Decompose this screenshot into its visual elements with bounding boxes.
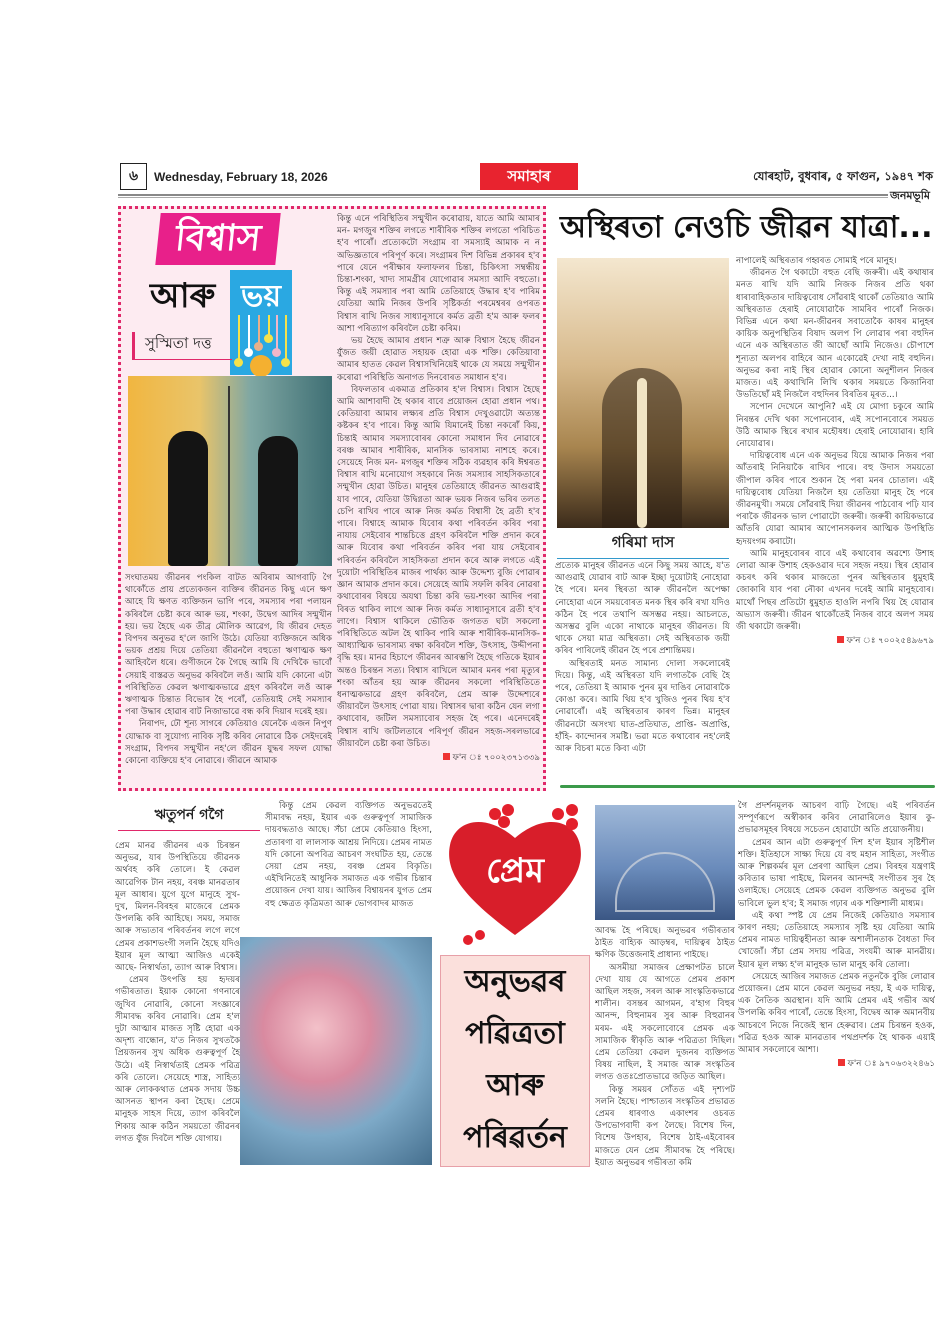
heart-graphic [440,800,590,945]
article1-title-word3: ভয় [240,279,282,314]
paragraph: আমি মানুহবোৰৰ বাবে এই কথাবোৰ অৱশ্যে উশাহ লোৱা আৰু উশাহ হেকওৱাৰ দৰে সহজ নহয়। স্থিৰ হোৱাৰ কচৰৎ কৰি থকাৰ মাজতো পুনৰ অস্থিৰতাৰ ধুমুহাই জোকাৰি যাব পৰা নৌকা এখনৰ দৰেই আমি মানুহবোৰ। মাথোঁ পিছৰ প্ৰতিটো ধুমুহাত হাওলি নপৰি থিয় হৈ যোৱাৰ অভ্যাস জৰুৰী। জীৱন থাকোঁতেই নিজৰ বাবে অলপ সময় জী থকাটো জৰুৰী। [736,548,934,633]
paragraph: আবদ্ধ হৈ পৰিছে। অনুভৱৰ গভীৰতাৰ ঠাইত বাহ্যিক আড়ম্বৰ, দায়িত্বৰ ঠাইত ক্ষণিক উত্তেজনাই প্ৰাধান্য পাইছে। [595,926,735,961]
paragraph: সংঘাতময় জীৱনৰ পংকিল বাটত অবিৰাম আগবাঢ়ি গৈ থাকোঁতে প্ৰায় প্ৰত্যেকজন ব্যক্তিৰ জীৱনত কিছু এনে ক্ষণ আহে যি ক্ষণত ব্যক্তিজন ভাগি পৰে, সমস্যাৰ পৰা পলায়ন কৰিবলৈ চেষ্টা কৰে আৰু ভয়, শংকা, উদ্বেগ আদিৰ সন্মুখীন হয়। ভয় হৈছে এক তীব্ৰ মৌলিক আৱেগ, যি জীৱৰ দেহত বিপদৰ অনুভৱ হ'লে জাগি উঠে। যেতিয়া ব্যক্তিজনে অধিক ভয়ক প্ৰশ্ৰয় দিয়ে তেতিয়া জীৱনলৈ বহুতো ঋণাত্মক ক্ষণ আহিবলৈ ধৰে। গুণীজনে কৈ গৈছে আমি যি দেখিকৈ ভাবোঁ সেয়াই বাস্তৱত অনুভৱ কৰিবলৈ লওঁ। আমি যদি কোনো এটা পৰিস্থিতিত কেৱল ঋণাত্মকভাৱে গ্ৰহণ কৰিবলৈ লওঁ আৰু ঋণাত্মক চিন্তাত বিভোৰ হৈ পৰোঁ, তেতিয়াই সেই সমস্যাৰ পৰা উদ্ধাৰ হোৱাৰ বাট নিজাভাৱে বন্ধ কৰি দিয়াৰ দৰেই হয়। [125,573,332,718]
article3-phone [738,1058,935,1070]
article2-phone [736,635,934,647]
paragraph: জীৱনত গৈ থকাটো বহুত বেছি জৰুৰী। এই কথাষাৰ মনত ৰাখি যদি আমি নিজক নিজৰ প্ৰতি থকা ধাৰাবাহিকতাৰ দায়িত্ববোধ সোঁৱৰাই থাকোঁ তেতিয়াও আমি অস্থিৰতাত হেৰাই নোযোৱাকৈ সামৰিব পাৰোঁ নিজক। বিভিন্ন এনে কথা মন-জীৱনৰ সবাতোকৈ কাষৰ মানুহৰ কায়িক অনুপস্থিতিৰ বিষাদ অলপ পি লোৱাৰ পৰা বহুদিন এনে এক অস্থিৰতাত জী আছোঁ আমি নিজেও। চৌপাশে শূন্যতা অলপৰ বাহিৰে আন একোৱেই দেখা নাই বহুদিন। অনুভৱ কৰা নাই স্থিৰ হোৱাৰ কোনো অনুশীলন নিজৰ মাজত। এই কথাখিনি লিখি থকাৰ সময়তে কিজানিবা উভতিছোঁ মই নিজলৈ বহুদিনৰ বিৰতিৰ মূৰত...। [736,268,934,401]
article1-author: সুস্মিতা দত্ত [132,332,232,360]
paragraph: কিন্তু সময়ৰ সোঁতত এই দৃশ্যপট সলনি হৈছে। পাশ্চাত্যৰ সংস্কৃতিৰ প্ৰভাৱত প্ৰেমৰ ধাৰণাও একাংশৰ ওচৰত উপভোগবাদী কপ লৈছে। বিশেষ দিন, বিশেষ উপহাৰ, বিশেষ ঠাই-এইবোৰৰ মাজতে যেন প্ৰেম সীমাবদ্ধ হৈ পৰিছে। ইয়াত অনুভৱৰ গভীৰতা কমি [595,1084,735,1167]
section-label: সমাহাৰ [480,163,578,190]
paragraph: প্ৰেম মানৱ জীৱনৰ এক চিৰন্তন অনুভৱ, যাৰ উপস্থিতিয়ে জীৱনক অৰ্থবহ কৰি তোলে। ই কেৱল আৱেগিক টান নহয়, বৰঞ্চ মানৱতাৰ মূল আধাৰ। যুগে যুগে মানুহে সুখ-দুখ, মিলন-বিৰহৰ মাজেৰে প্ৰেমক উপলব্ধি কৰি আহিছে। সময়, সমাজ আৰু সভ্যতাৰ পৰিবৰ্তনৰ লগে লগে প্ৰেমৰ প্ৰকাশভংগী সলনি হৈছে যদিও ইয়াৰ মূল আত্মা আজিও একেই আছে- নিস্বাৰ্থতা, ত্যাগ আৰু বিশ্বাস। [115,841,240,974]
article1-column2 [337,213,540,783]
article2-column2 [736,255,934,783]
article1-column1 [125,572,332,782]
article3-column4 [738,800,935,1168]
woman-silhouette-road-image [557,258,729,528]
article2-title: অস্থিৰতা নেওচি জীৱন যাত্ৰা... [560,210,933,245]
paragraph: সেয়েহে আজিৰ সমাজত প্ৰেমক নতুনকৈ বুজি লোৱাৰ প্ৰয়োজন। প্ৰেম মানে কেৱল অনুভৱ নহয়, ই এক দায়িত্ব, এক নৈতিক অৱস্থান। যদি আমি প্ৰেমৰ এই গভীৰ অৰ্থ উপলব্ধি কৰিব পাৰোঁ, তেন্তে হিংসা, বিদ্বেষ আৰু অমানবীয় আচৰণে নিজে নিজেই স্থান হেৰুৱাব। প্ৰেম চিৰন্তন হওক, পৱিত্ৰ হওক আৰু মানৱতাৰ পথপ্ৰদৰ্শক হৈ থাকক এয়াই আমাৰ সকলোৰে আশা। [738,971,935,1056]
place-date: যোৰহাট, বুধবাৰ, ৫ ফাগুন, ১৯৪৭ শক [753,169,933,183]
phone-number: ফ'ন ঃ ৭০০২৩৭১৩৩৯ [452,752,540,763]
paragraph: নিৰাপদ, ঢৌ শূন্য সাগৰে কেতিয়াও যেনেকৈ এজন নিপুণ যোদ্ধাক বা সুযোগ্য নাবিক সৃষ্টি কৰিব নোৱাৰে ঠিক সেইদৰেই সংগ্ৰাম, বিপদৰ সন্মুখীন নহ'লে জীৱন যুদ্ধৰ সফল যোদ্ধা কোনো ব্যক্তিয়ে হ'ব নোৱাৰে। জীৱনে আমাক [125,719,332,767]
newspaper-logo: জনমভূমি [890,189,930,202]
article3-column1 [115,840,240,1165]
article1-title-word1: বিশ্বাস [155,213,280,265]
issue-date: Wednesday, February 18, 2026 [154,170,328,184]
paragraph: ভয় হৈছে আমাৰ প্ৰধান শত্ৰু আৰু বিশ্বাস হৈছে জীৱন যুঁজত জয়ী হোৱাত সহায়ক হোৱা এক শক্তি। কেতিয়াবা আমাৰ হাতত কেৱল বিশ্বাসখিনিয়েই থাকে যে সময়ে সন্মুখীন কৰোৱা পৰিস্থিতি অনাগত দিনবোৰত সমাধান হ'ব। [337,336,540,383]
page-number: ৬ [120,163,147,190]
paragraph: কিন্তু প্ৰেম কেৱল ব্যক্তিগত অনুভৱতেই সীমাবদ্ধ নহয়, ইয়াৰ এক গুৰুত্বপূৰ্ণ সামাজিক দায়বদ্ধতাও আছে। সঁচা প্ৰেমে কেতিয়াও হিংসা, প্ৰতাৰণা বা লালসাক আশ্ৰয় নিদিয়ে। প্ৰেমৰ নামত যদি কোনো অপবিত্ৰ আচৰণ সংঘটিত হয়, তেন্তে সেয়া প্ৰেম নহয়, বৰঞ্চ প্ৰেমৰ বিকৃতি। এইখিনিতেই আধুনিক সমাজত এক গভীৰ চিন্তাৰ প্ৰয়োজন দেখা যায়। আজিৰ বিশ্বায়নৰ যুগত প্ৰেম বহু ক্ষেত্ৰত কৃত্ৰিমতা আৰু ভোগবাদৰ মাজত [265,801,432,909]
article3-column3 [595,925,735,1167]
article1-title-word3-box [230,270,292,375]
paragraph: কিন্তু এনে পৰিস্থিতিৰ সন্মুখীন কৰোৱায়, যাতে আমি আমাৰ মন- মগজুৰ শক্তিৰ লগতে শাৰীৰিক শক্তিৰ লগতো পৰিচিত হ'ব পাৰোঁ। প্ৰত্যেকটো সংগ্ৰাম বা সমস্যাই আমাক ন ন অভিজ্ঞতাৰে পৰিপূৰ্ণ কৰে। সংগ্ৰামৰ দিশ বিভিন্ন প্ৰকাৰৰ হ'ব পাৰে যেনে পৰীক্ষাৰ ফলাফলৰ চিন্তা, চিকিৎসা সম্বন্ধীয় চিন্তা-শংকা, খাদ্য সামগ্ৰীৰ যোগোৱাৰ সমস্যা আদি বহুতো। কিন্তু এই সমস্যাৰ পৰা আমি তেতিয়াহে উদ্ধাৰ হ'ব পাৰিম যেতিয়া আমি নিজৰ উপৰি সৃষ্টিকৰ্তা পৰমেশ্বৰৰ ওপৰত বিশ্বাস ৰাখি নিজৰ সাধ্যানুসাৰে কৰ্মত ব্ৰতী হ'ম আৰু ফলৰ আশা পৰিত্যাগ কৰিবলৈ চেষ্টা কৰিম। [337,214,540,334]
paragraph: গৈ প্ৰদৰ্শনমূলক আচৰণ বাঢ়ি গৈছে। এই পৰিবৰ্তন সম্পূৰ্ণৰূপে অস্বীকাৰ কৰিব নোৱাৰিলেও ইয়াৰ কু-প্ৰভাৱসমূহৰ বিষয়ে সচেতন হোৱাটো অতি প্ৰয়োজনীয়। [738,801,935,836]
embracing-sculpture-image [595,805,735,920]
article3-column2 [265,800,432,932]
article3-author: ঋতুপৰ্ন গগৈ [118,803,260,831]
article3-subtitle-box [440,955,590,1167]
paragraph: অস্থিৰতাই মনত সামান্য দোলা সকলোৰেই দিয়ে। কিন্তু, এই অস্থিৰতা যদি লগাতকৈ বেছি হৈ পৰে, তেতিয়া ই আমাক পুনৰ মুৰ দাঙিব নোৱাৰাকৈ কোঙা কৰে। আমি থিয় হ'ব খুজিও পুনৰ থিয় হ'ব নোৱাৰোঁ। এই অস্থিৰতাৰ কাৰণ ভিন্ন। মানুহৰ জীৱনটো অসংখ্য ঘাত-প্ৰতিঘাত, প্ৰাপ্তি- অপ্ৰাপ্তি, হাঁহি- কান্দোনৰ সমষ্টি। ভৱা মতে কথাবোৰ নহ'লেই আৰু বিচৰা মতে কিবা এটা [555,658,730,755]
article1-phone [337,752,540,764]
article2-column1 [555,560,730,782]
paragraph: এই কথা স্পষ্ট যে প্ৰেম নিজেই কেতিয়াও সমস্যাৰ কাৰণ নহয়; তেতিয়াহে সমস্যাৰ সৃষ্টি হয় যেতিয়া আমি প্ৰেমৰ নামত দায়িত্বহীনতা আৰু অশালীনতাক বৈধতা দিব খোজোঁ। সঁচা প্ৰেম সদায় পৱিত্ৰ, সংযমী আৰু মানৱীয়। ইয়াৰ মূল লক্ষ্য হ'ল মানুহক ভাল মানুহ কৰি তোলা। [738,910,935,970]
paragraph: সপোন দেখেনে আপুনি? এই যে মোগা চকুৰে আমি নিৰন্তৰ দেখি থকা সপোনবোৰ, এই সপোনবোৰে সময়ত উঠি আমাক স্থিৰে ৰখাৰ মহৌষধ। হেৰাই নোযোৱাৰ। হাৰি নোযোৱাৰ। [736,402,934,450]
paragraph: প্ৰেমৰ আন এটা গুৰুত্বপূৰ্ণ দিশ হ'ল ইয়াৰ সৃষ্টিশীল শক্তি। ইতিহাসে সাক্ষ্য দিয়ে যে বহু মহান সাহিত্য, সংগীত আৰু শিল্পকৰ্মৰ মূল প্ৰেৰণা আছিল প্ৰেম। বিৰহৰ যন্ত্ৰণাই কবিতাৰ ভাষা পাইছে, মিলনৰ আনন্দই সংগীতৰ সুৰ হৈ ওলাইছে। সেয়েহে প্ৰেমক কেৱল ব্যক্তিগত অনুভৱ বুলি ভাবিলে ভুল হ'ব; ই সমাজ গঢ়াৰ এক শক্তিশালী মাধ্যম। [738,837,935,909]
subtitle-line: আৰু [486,1068,544,1103]
header-rule [118,194,888,198]
paragraph: প্ৰেমৰ উৎপত্তি হয় হৃদয়ৰ গভীৰতাত। ইয়াক কোনো গণনাৰে জুখিব নোৱাৰি, কোনো সংজ্ঞাৰে সীমাবদ্ধ কৰিব নোৱাৰি। প্ৰেম হ'ল দুটা আত্মাৰ মাজত সৃষ্টি হোৱা এক অদৃশ্য বান্ধোন, য'ত নিজৰ সুখতকৈ প্ৰিয়জনৰ সুখ অধিক গুৰুত্বপূৰ্ণ হৈ উঠে। এই নিস্বাৰ্থতাই প্ৰেমক পৱিত্ৰ কৰি তোলে। সেয়েহে শাস্ত্ৰ, সাহিত্য আৰু লোককথাত প্ৰেমক সদায় উচ্চ আসনত স্থাপন কৰা হৈছে। প্ৰেমে মানুহক সাহস দিয়ে, ত্যাগ কৰিবলৈ শিকায় আৰু কঠিন সময়তো জীৱনৰ লগত যুঁজ দিবলৈ শক্তি যোগায়। [115,975,240,1144]
two-men-silhouette-image [128,376,332,566]
subtitle-line: পৰিৱৰ্তন [463,1120,567,1155]
heart-title: প্ৰেম [485,851,545,891]
paragraph: দায়িত্ববোধ এনে এক অনুভৱ যিয়ে আমাক নিজৰ পৰা আঁতৰাই নিনিয়াকৈ ৰাখিব পাৰে। বহু উদাস সময়তো জীপাল কৰিব পাৰে শুকান হৈ পৰা মনৰ চোতাল। এই দায়িত্ববোধ যেতিয়া নিজলৈ হয় তেতিয়া মানুহ হৈ পৰে জীৱনমুখী। সময়ে সোঁৱৰাই দিয়া জীৱনৰ পাঠবোৰ পঢ়ি যাব পৰাকৈ জীৱনক ভাল পোৱাটো জৰুৰী। জৰুৰী কায়িকভাৱে আঁতৰি যোৱা আমাৰ আপোনসকলৰ আত্মিক উপস্থিতি হৃদয়ংগম কৰাটো। [736,451,934,547]
paragraph: অসমীয়া সমাজৰ প্ৰেক্ষাপটত চালে দেখা যায় যে আগতে প্ৰেমৰ প্ৰকাশ আছিল সহজ, সৰল আৰু সাংস্কৃতিকভাৱে শালীন। বসন্তৰ আগমন, ব'হাগ বিহুৰ আনন্দ, বিহুনামৰ সুৰ আৰু বিহুৱানৰ মৰম- এই সকলোবোৰে প্ৰেমক এক সামাজিক স্বীকৃতি আৰু পৱিত্ৰতা দিছিল। প্ৰেম তেতিয়া কেৱল দুজনৰ ব্যক্তিগত বিষয় নাছিল, ই সমাজ আৰু সংস্কৃতিৰ লগত ওতঃপ্ৰোতভাৱে জড়িত আছিল। [595,962,735,1083]
divider [560,785,935,788]
article1-title-word2: আৰু [150,276,216,316]
paragraph: নাপালেই অস্থিৰতাৰ গহ্বৰত সোমাই পৰে মানুহ। [736,256,897,266]
paragraph: প্ৰত্যেক মানুহৰ জীৱনত এনে কিছু সময় আহে, য'ত আগুৱাই যোৱাৰ বাট আৰু ইচ্ছা দুয়োটাই নোহোৱা হৈ পৰে। মনৰ স্থিৰতা আৰু জীৱনলৈ অপেক্ষা নোহোৱা এনে সময়বোৰত মনক স্থিৰ কৰি ৰখা যদিও কঠিন হৈ পৰে তথাপি অসম্ভৱ নহয়। আচলতে, অসম্ভৱ বুলি একো নাথাকে মানুহৰ জীৱনত। যি থাকে সেয়া মাত্ৰ অস্থিৰতা। সেই অস্থিৰতাক জয়ী কৰিব পাৰিলেই জীৱন হৈ পৰে প্ৰশান্তিময়। [555,561,730,657]
article2-author: গৰিমা দাস [557,531,729,559]
subtitle-line: পৱিত্ৰতা [465,1016,565,1051]
woman-with-flowers-image [240,937,432,1165]
phone-number: ফ'ন ঃ ৯৭০৬৩২২৪৬১ [847,1059,935,1070]
phone-number: ফ'ন ঃ ৭০০২৫৪৯৬৭৯ [846,636,934,647]
subtitle-line: অনুভৱৰ [464,964,566,999]
paragraph: বিফলতাৰ একমাত্ৰ প্ৰতিকাৰ হ'ল বিশ্বাস। বিশ্বাস হৈছে আমি আশাবাদী হৈ থকাৰ বাবে প্ৰয়োজন হোৱা প্ৰধান পথ। কেতিয়াবা আমাৰ লক্ষ্যৰ প্ৰতি বিশ্বাস দেখুওৱাটো অত্যন্ত কষ্টকৰ হ'ব পাৰে। কিন্তু আমি যিমানেই চিন্তা নকৰোঁ কিয়, চিন্তাই আমাৰ সমস্যাবোৰৰ কোনো সমাধান দিব নোৱাৰে বৰঞ্চ আমাৰ শাৰীৰিক, মানসিক ভাৰসাম্য নাশহে কৰে। সেয়েহে নিজ মন- মগজুৰ শক্তিৰ সঠিক ব্যৱহাৰ কৰি ঈশ্বৰত বিশ্বাস ৰাখি মনোযোগ সহকাৰে নিজ সমস্যাৰ সাহসিকতাৰে সন্মুখীন হোৱা উচিত। মানুহৰ তেতিয়াহে জীৱনত আগুৱাই যাব পাৰে, যেতিয়া উদ্বিগ্নতা আৰু ভয়ক নিজৰ ভৰিৰ তলত চেপি ৰাখিব পাৰে আৰু নিজ কৰ্মত বিশ্বাসী হৈ ব্ৰতী হ'ব পাৰে। বিশ্বাহে আমাক যিবোৰ কথা পৰিবৰ্তন কৰিব পৰা নাযায় সেইবোৰ শান্তচিত্তে গ্ৰহণ কৰিবলৈ শক্তি প্ৰদান কৰে আৰু যিবোৰ কথা পৰিবৰ্তন কৰিব পৰা যায় সেইবোৰ পৰিবৰ্তন কৰিবলৈ সাহসিকতা প্ৰদান কৰে আৰু লগতে এই দুয়োটা পৰিস্থিতিৰ মাজৰ পাৰ্থক্য আৰু উদ্দেশ্য বুজি পোৱাৰ জ্ঞান আমাক প্ৰদান কৰে। সেয়েহে আমি সফলি কৰিব নোৱৰা কথাবোৰৰ বিষয়ে অযথা চিন্তা কৰি ভয়-শংকা আদিৰ পৰা বিৰত থাকিব লাগে আৰু নিজ কৰ্মত সাধ্যানুসাৰে ব্ৰতী হ'ব লাগে। বিশ্বাস থাকিলে ভৌতিক জগতত ঘটা সকলো পৰিস্থিতিতে অটল হৈ থাকিব পাৰি আৰু শাৰীৰিক-মানসিক-আধ্যাত্মিক ভাৰসাম্য ৰক্ষা কৰিবলৈ শক্তি, উৎসাহ, উদ্দীপনা বৃদ্ধি হয়। মানৱ হিচাপে জীৱনৰ আৰম্ভণি হৈছে গতিকে ইয়াৰ অন্তও চিৰন্তন সত্য। বিশ্বাস ৰাখিলে আমাৰ মনৰ পৰা মৃত্যুৰ শংকা আঁতৰ হয় আৰু জীৱনৰ সকলো পৰিস্থিতিতে ধনাত্মকভাৱে গ্ৰহণ কৰিবলৈ, প্ৰেম আৰু উদ্দেশ্যৰে জীয়াবলৈ উৎসাহ পোৱা যায়। বিশ্বাসৰ দ্বাৰা কঠিন যেন লগা কথাবোৰ, জটিল সমস্যাবোৰ সহজ হৈ পৰে। এনেদৰেই বিশ্বাস ৰাখি জটিলতাৰে পৰিপূৰ্ণ জীৱন সহজ-সৰলভাৱে জীয়াবলৈ চেষ্টা কৰা উচিত। [337,384,540,749]
